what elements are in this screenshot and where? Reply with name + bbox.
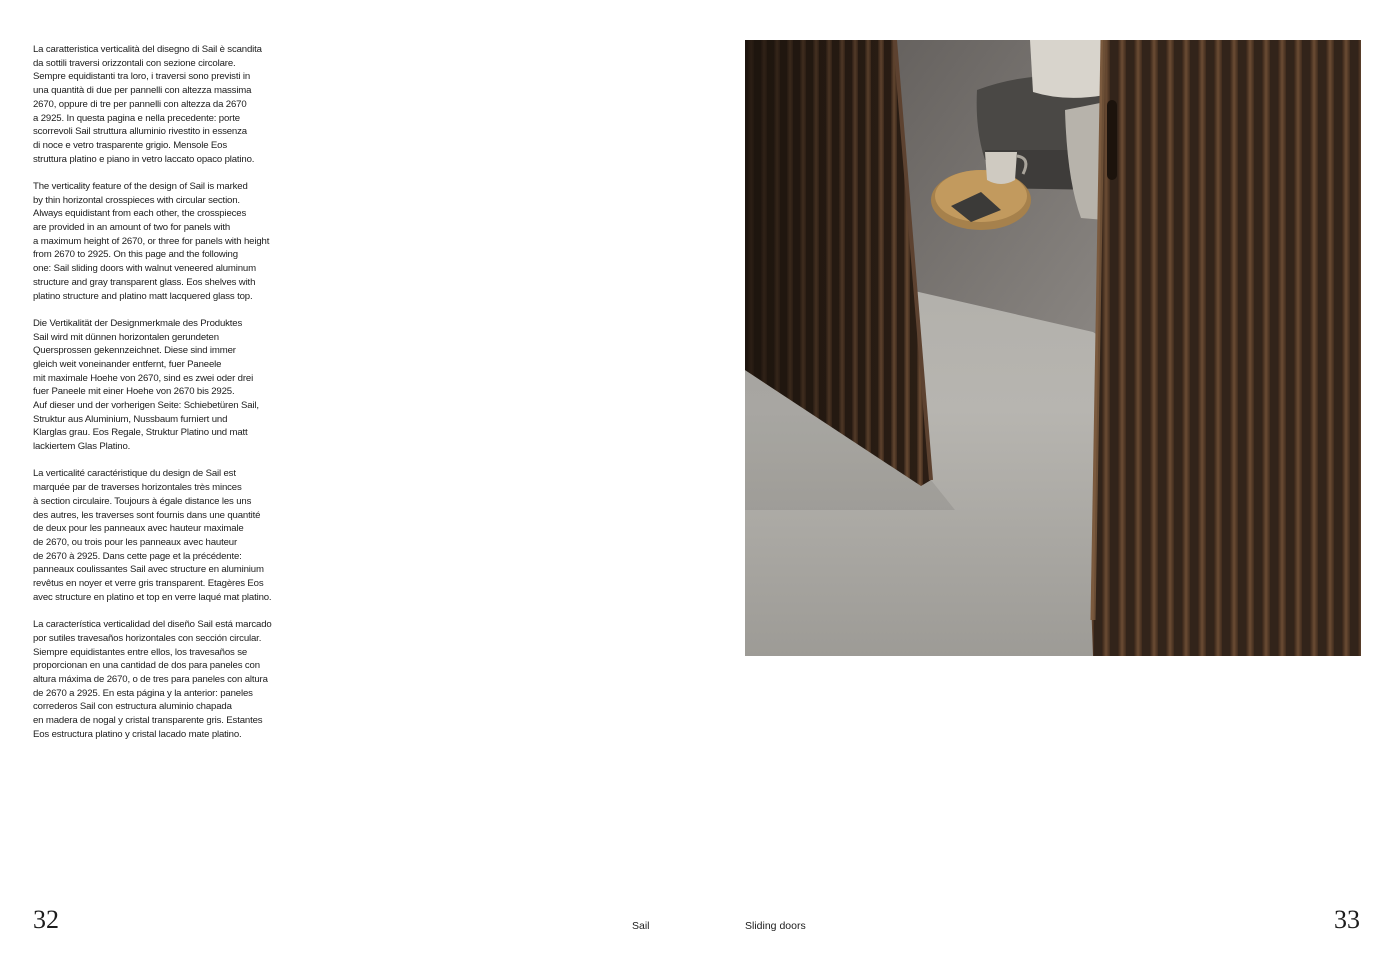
paragraph-spanish: La característica verticalidad del diseño Sail está marcado por sutiles travesaños horizontales con sección circular. Siempre equidistantes entre ellos, los travesaños se proporcionan en una cantidad de dos para paneles con altura máxima de 2670, o de tres para paneles con altura de 2670 a 2925. En esta página y la anterior: paneles correderos Sail con estructura aluminio chapada en madera de nogal y cristal transparente gris. Estantes Eos estructura platino y cristal lacado mate platino. [33, 619, 272, 740]
product-photo [745, 40, 1361, 656]
paragraph-english: The verticality feature of the design of Sail is marked by thin horizontal crosspieces with circular section. Always equidistant from each other, the crosspieces are provided in an amount of two for panels with a maximum height of 2670, or three for panels with height from 2670 to 2925. On this page and the following one: Sail sliding doors with walnut veneered aluminum structure and gray transparent glass. Eos shelves with platino structure and platino matt lacquered glass top. [33, 180, 270, 302]
paragraph-french: La verticalité caractéristique du design de Sail est marquée par de traverses horizontales très minces à section circulaire. Toujours à égale distance les uns des autres, les traverses sont fournis dans une quantité de deux pour les panneaux avec hauteur maximale de 2670, ou trois pour les panneaux avec hauteur de 2670 à 2925. Dans cette page et la précédente: panneaux coulissantes Sail avec structure en aluminium revêtus en noyer et verre gris transparent. Etagères Eos avec structure en platino et top en verre laqué mat platino. [33, 468, 272, 603]
text-column [33, 43, 281, 755]
sliding-doors-photo [745, 40, 1361, 656]
paragraph-german: Die Vertikalität der Designmerkmale des Produktes Sail wird mit dünnen horizontalen gerundeten Quersprossen gekennzeichnet. Diese sind immer gleich weit voneinander entfernt, fuer Paneele mit maximale Hoehe von 2670, sind es zwei oder drei fuer Paneele mit einer Hoehe von 2670 bis 2925. Auf dieser und der vorherigen Seite: Schiebetüren Sail, Struktur aus Aluminium, Nussbaum furniert und Klarglas grau. Eos Regale, Struktur Platino und matt lackiertem Glas Platino. [33, 317, 259, 453]
footer-product-name: Sail [632, 920, 650, 932]
paragraph-italian: La caratteristica verticalità del disegno di Sail è scandita da sottili traversi orizzontali con sezione circolare. Sempre equidistanti tra loro, i traversi sono previsti in una quantità di due per pannelli con altezza massima 2670, oppure di tre per pannelli con altezza da 2670 a 2925. In questa pagina e nella precedente: porte scorrevoli Sail struttura alluminio rivestito in essenza di noce e vetro trasparente grigio. Mensole Eos struttura platino e piano in vetro laccato opaco platino. [33, 44, 262, 165]
page-number-right: 33 [1334, 905, 1360, 934]
right-door-panel [1091, 40, 1361, 656]
page-number-left: 32 [33, 905, 59, 934]
footer-category: Sliding doors [745, 920, 806, 932]
